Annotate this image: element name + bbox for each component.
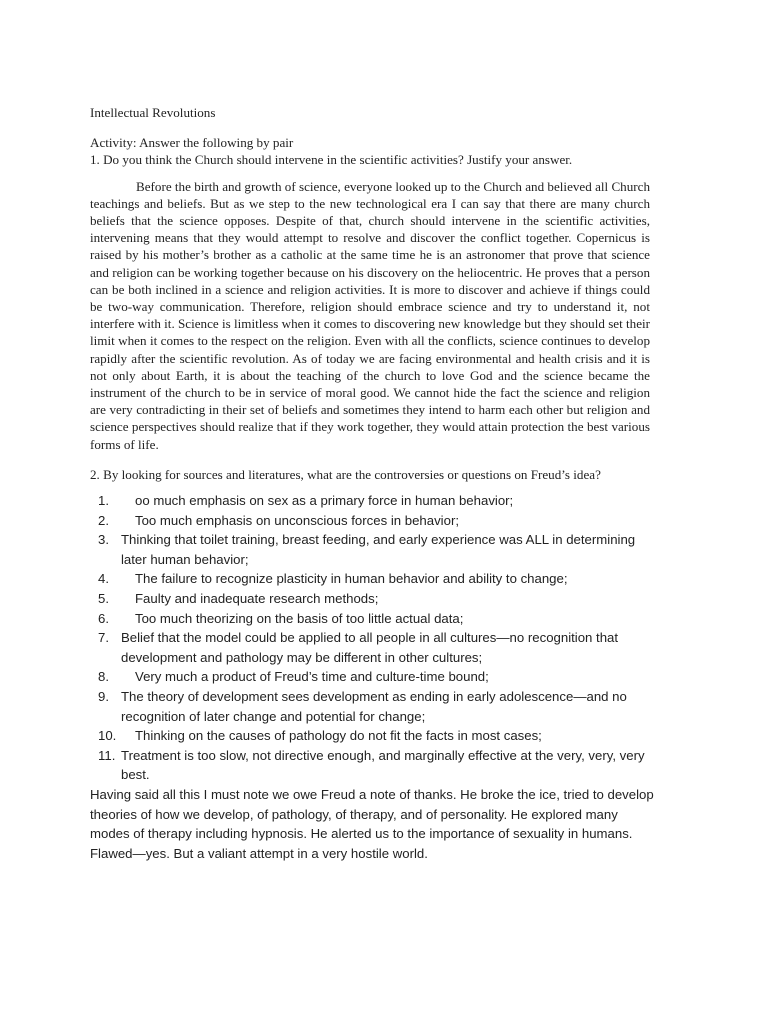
list-item bbox=[90, 667, 650, 687]
list-item-text: Treatment is too slow, not directive enough, and marginally effective at the very, very, very best. bbox=[121, 747, 645, 783]
list-item-text: The theory of development sees development as ending in early adolescence—and no recognition of later change and potential for change; bbox=[121, 689, 627, 724]
list-item-number: 1. bbox=[98, 493, 109, 509]
list-item-text: The failure to recognize plasticity in human behavior and ability to change; bbox=[135, 571, 568, 587]
list-item-number: 4. bbox=[98, 571, 109, 587]
list-item-text: Too much emphasis on unconscious forces in behavior; bbox=[135, 512, 460, 528]
list-item bbox=[90, 687, 650, 726]
question-2: 2. By looking for sources and literatures, what are the controversies or questions on Freud’s idea? bbox=[90, 466, 601, 482]
list-item bbox=[90, 746, 650, 785]
list-item-text: Very much a product of Freud’s time and culture-time bound; bbox=[135, 669, 489, 685]
document-page bbox=[90, 104, 654, 863]
closing-paragraph: Having said all this I must note we owe Freud a note of thanks. He broke the ice, tried to develop theories of how we develop, of pathology, of therapy, and of personality. He explored many modes of therapy including hypnosis. He alerted us to the importance of sexuality in humans. Flawed—yes. But a valiant attempt in a very hostile world. bbox=[90, 786, 654, 861]
list-item-number: 10. bbox=[98, 728, 117, 744]
list-item bbox=[90, 530, 650, 569]
list-item bbox=[90, 511, 650, 531]
list-item bbox=[90, 628, 650, 667]
list-item-number: 7. bbox=[98, 630, 109, 646]
list-item bbox=[90, 589, 650, 609]
list-item bbox=[90, 609, 650, 629]
activity-instruction: Activity: Answer the following by pair bbox=[90, 135, 294, 151]
list-item bbox=[90, 726, 650, 746]
list-item-number: 2. bbox=[98, 512, 109, 528]
document-title: Intellectual Revolutions bbox=[90, 105, 216, 120]
list-item-text: Thinking that toilet training, breast feeding, and early experience was ALL in determining later human behavior; bbox=[121, 532, 636, 567]
question-1: 1. Do you think the Church should intervene in the scientific activities? Justify your answer. bbox=[90, 152, 573, 168]
list-item-number: 3. bbox=[98, 532, 109, 548]
answer-1-paragraph: Before the birth and growth of science, everyone looked up to the Church and believed all Church teachings and beliefs. But as we step to the new technological era I can say that there are many church beliefs that the science opposes. Despite of that, church should intervene in the scientific activities, intervening means that they would attempt to resolve and discover the conflict together. Copernicus is raised by his mother’s brother as a catholic at the same time he is an astronomer that prove that science and religion can be working together because on his discovery on the heliocentric. He proves that a person can be both inclined in a science and religion activities. It is more to discover and achieve if things could be two-way communication. Therefore, religion should embrace science and try to understand it, not interfere with it. Science is limitless when it comes to discovering new knowledge but they should set their limit when it comes to the respect on the religion. Even with all the conflicts, science continues to develop rapidly after the scientific revolution. As of today we are facing environmental and health crisis and it is not only about Earth, it is about the teaching of the church to love God and the science became the instrument of the church to be in service of moral good. We cannot hide the fact the science and religion are very contradicting in their set of beliefs and sometimes they intend to harm each other but religion and science perspectives should realize that if they work together, they would attain protection the best various forms of life. bbox=[90, 178, 651, 452]
list-item-text: Thinking on the causes of pathology do not fit the facts in most cases; bbox=[135, 728, 542, 744]
list-item-number: 9. bbox=[98, 689, 109, 704]
list-item bbox=[90, 491, 650, 511]
list-item bbox=[90, 569, 650, 589]
list-item-text: Faulty and inadequate research methods; bbox=[135, 591, 379, 607]
list-item-number: 6. bbox=[98, 610, 109, 626]
list-item-text: oo much emphasis on sex as a primary force in human behavior; bbox=[135, 493, 514, 509]
list-item-text: Too much theorizing on the basis of too little actual data; bbox=[135, 610, 464, 626]
list-item-number: 8. bbox=[98, 669, 109, 685]
list-item-number: 11. bbox=[98, 747, 116, 763]
list-item-text: Belief that the model could be applied to all people in all cultures—no recognition that development and pathology may be different in other cultures; bbox=[121, 630, 619, 665]
freud-controversies-list bbox=[90, 491, 650, 785]
list-item-number: 5. bbox=[98, 591, 109, 607]
